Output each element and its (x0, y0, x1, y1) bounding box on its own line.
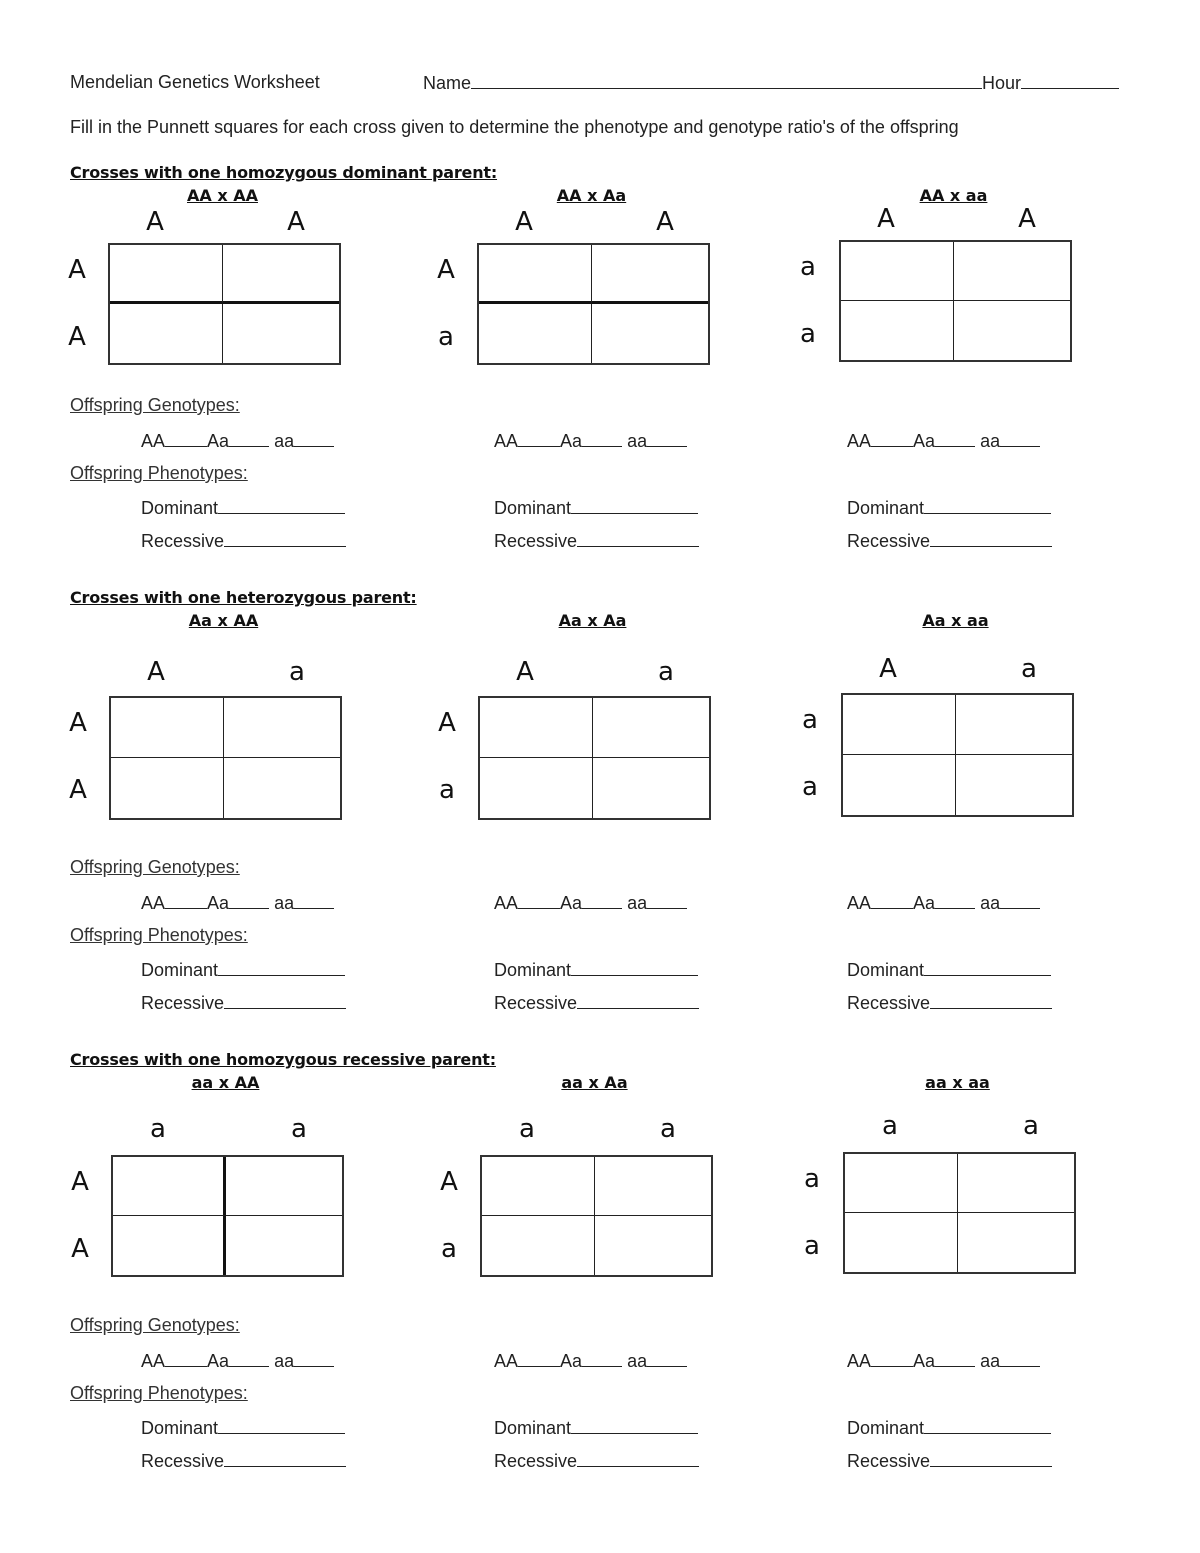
genotypes-heading: Offspring Genotypes: (70, 395, 240, 415)
genotype-AA-blank[interactable] (871, 892, 913, 909)
genotype-AA-blank[interactable] (165, 892, 207, 909)
genotype-aa-label: aa (627, 1351, 648, 1371)
genotype-Aa-label: Aa (207, 893, 230, 913)
recessive-row (494, 1450, 699, 1471)
genotype-AA-blank[interactable] (165, 430, 207, 447)
punnett-square (843, 1152, 1076, 1274)
punnett-cell[interactable] (113, 1157, 226, 1216)
cross-label: Aa x Aa (558, 611, 627, 630)
genotype-aa-blank[interactable] (1000, 1350, 1040, 1367)
side-allele: A (71, 1234, 89, 1264)
genotype-ratio-row (847, 430, 1040, 451)
genotype-Aa-label: Aa (913, 1351, 936, 1371)
recessive-row (847, 992, 1052, 1013)
punnett-cell[interactable] (958, 1213, 1074, 1272)
top-allele: A (287, 207, 305, 237)
genotype-AA-blank[interactable] (518, 892, 560, 909)
punnett-cell[interactable] (954, 242, 1070, 301)
genotypes-heading: Offspring Genotypes: (70, 857, 240, 877)
top-allele: A (877, 204, 895, 234)
punnett-square (478, 696, 711, 820)
phenotypes-heading: Offspring Phenotypes: (70, 463, 248, 483)
side-allele: A (69, 708, 87, 738)
side-allele: a (802, 705, 818, 735)
hour-label: Hour (982, 73, 1022, 93)
genotype-aa-label: aa (274, 431, 295, 451)
recessive-blank[interactable] (930, 1450, 1052, 1467)
dominant-row (847, 959, 1051, 980)
recessive-label: Recessive (494, 993, 578, 1013)
dominant-blank[interactable] (571, 959, 698, 976)
side-allele: A (440, 1167, 458, 1197)
genotype-Aa-label: Aa (207, 1351, 230, 1371)
recessive-blank[interactable] (224, 1450, 346, 1467)
genotype-ratio-row (141, 430, 334, 451)
recessive-row (141, 530, 346, 551)
top-allele: a (291, 1114, 307, 1144)
punnett-square (109, 696, 342, 820)
phenotypes-heading: Offspring Phenotypes: (70, 1383, 248, 1403)
genotype-aa-label: aa (274, 1351, 295, 1371)
cross-label: aa x AA (191, 1073, 260, 1092)
top-allele: A (515, 207, 533, 237)
punnett-square (108, 243, 341, 365)
dominant-row (494, 1417, 698, 1438)
dominant-label: Dominant (141, 1418, 219, 1438)
side-allele: A (437, 255, 455, 285)
worksheet-title: Mendelian Genetics Worksheet (70, 72, 320, 92)
side-allele: a (804, 1164, 820, 1194)
punnett-cell[interactable] (226, 1216, 342, 1275)
recessive-label: Recessive (847, 1451, 931, 1471)
side-allele: a (802, 772, 818, 802)
recessive-row (494, 992, 699, 1013)
genotype-ratio-row (494, 430, 687, 451)
punnett-cell[interactable] (958, 1154, 1074, 1213)
top-allele: A (1018, 204, 1036, 234)
recessive-row (847, 530, 1052, 551)
punnett-cell[interactable] (110, 304, 223, 363)
genotype-AA-label: AA (847, 893, 872, 913)
top-allele: a (658, 657, 674, 687)
side-allele: a (439, 775, 455, 805)
dominant-label: Dominant (494, 1418, 572, 1438)
recessive-blank[interactable] (930, 530, 1052, 547)
genotype-AA-label: AA (141, 431, 166, 451)
recessive-row (141, 992, 346, 1013)
dominant-label: Dominant (847, 1418, 925, 1438)
genotype-Aa-blank[interactable] (229, 1350, 269, 1367)
dominant-row (847, 1417, 1051, 1438)
punnett-cell[interactable] (592, 304, 708, 363)
section-title: Crosses with one heterozygous parent: (70, 588, 417, 607)
genotype-aa-blank[interactable] (294, 430, 334, 447)
genotype-AA-label: AA (847, 431, 872, 451)
punnett-square (111, 1155, 344, 1277)
top-allele: A (147, 657, 165, 687)
dominant-blank[interactable] (924, 1417, 1051, 1434)
side-allele: A (69, 775, 87, 805)
genotype-Aa-blank[interactable] (229, 892, 269, 909)
genotype-ratio-row (494, 1350, 687, 1371)
punnett-square (480, 1155, 713, 1277)
punnett-cell[interactable] (841, 301, 954, 360)
genotype-Aa-label: Aa (560, 431, 583, 451)
top-allele: A (516, 657, 534, 687)
top-allele: A (879, 654, 897, 684)
dominant-row (494, 959, 698, 980)
dominant-label: Dominant (494, 498, 572, 518)
side-allele: A (68, 322, 86, 352)
top-allele: a (519, 1114, 535, 1144)
genotype-ratio-row (847, 892, 1040, 913)
punnett-cell[interactable] (956, 755, 1072, 815)
top-allele: a (1021, 654, 1037, 684)
genotype-Aa-blank[interactable] (582, 1350, 622, 1367)
punnett-cell[interactable] (845, 1154, 958, 1213)
dominant-blank[interactable] (571, 1417, 698, 1434)
punnett-cell[interactable] (482, 1157, 595, 1216)
punnett-cell[interactable] (845, 1213, 958, 1272)
genotype-AA-label: AA (847, 1351, 872, 1371)
punnett-square (839, 240, 1072, 362)
side-allele: a (804, 1231, 820, 1261)
recessive-blank[interactable] (577, 992, 699, 1009)
punnett-cell[interactable] (111, 758, 224, 818)
punnett-cell[interactable] (482, 1216, 595, 1275)
recessive-blank[interactable] (224, 530, 346, 547)
punnett-cell[interactable] (224, 698, 340, 758)
recessive-row (141, 1450, 346, 1471)
genotype-Aa-label: Aa (913, 431, 936, 451)
genotype-aa-blank[interactable] (647, 430, 687, 447)
genotype-aa-blank[interactable] (647, 892, 687, 909)
punnett-cell[interactable] (954, 301, 1070, 360)
side-allele: a (800, 252, 816, 282)
genotype-AA-blank[interactable] (165, 1350, 207, 1367)
punnett-cell[interactable] (595, 1216, 711, 1275)
genotype-Aa-label: Aa (207, 431, 230, 451)
punnett-cell[interactable] (843, 755, 956, 815)
genotype-AA-label: AA (494, 893, 519, 913)
top-allele: a (1023, 1111, 1039, 1141)
punnett-square (841, 693, 1074, 817)
recessive-label: Recessive (141, 1451, 225, 1471)
genotype-aa-label: aa (980, 1351, 1001, 1371)
punnett-cell[interactable] (111, 698, 224, 758)
dominant-label: Dominant (141, 960, 219, 980)
name-input-line[interactable] (471, 72, 982, 89)
dominant-label: Dominant (141, 498, 219, 518)
genotype-aa-label: aa (627, 893, 648, 913)
genotype-ratio-row (141, 1350, 334, 1371)
cross-label: aa x Aa (561, 1073, 628, 1092)
genotype-aa-blank[interactable] (294, 892, 334, 909)
dominant-label: Dominant (847, 960, 925, 980)
genotype-ratio-row (141, 892, 334, 913)
genotype-aa-label: aa (627, 431, 648, 451)
recessive-label: Recessive (847, 993, 931, 1013)
genotype-AA-label: AA (141, 893, 166, 913)
recessive-label: Recessive (494, 531, 578, 551)
section-title: Crosses with one homozygous dominant parent: (70, 163, 498, 182)
genotype-AA-blank[interactable] (871, 1350, 913, 1367)
genotypes-heading: Offspring Genotypes: (70, 1315, 240, 1335)
recessive-label: Recessive (141, 993, 225, 1013)
top-allele: a (660, 1114, 676, 1144)
cross-label: Aa x AA (188, 611, 259, 630)
punnett-cell[interactable] (956, 695, 1072, 755)
punnett-cell[interactable] (226, 1157, 342, 1216)
punnett-cell[interactable] (841, 242, 954, 301)
genotype-Aa-blank[interactable] (582, 892, 622, 909)
side-allele: A (438, 708, 456, 738)
punnett-square (477, 243, 710, 365)
punnett-cell[interactable] (592, 245, 708, 304)
genotype-ratio-row (494, 892, 687, 913)
cross-label: aa x aa (925, 1073, 990, 1092)
punnett-cell[interactable] (593, 758, 709, 818)
phenotypes-heading: Offspring Phenotypes: (70, 925, 248, 945)
dominant-row (141, 497, 345, 518)
punnett-cell[interactable] (113, 1216, 226, 1275)
side-allele: a (441, 1234, 457, 1264)
genotype-Aa-label: Aa (560, 893, 583, 913)
genotype-Aa-blank[interactable] (935, 892, 975, 909)
genotype-AA-label: AA (141, 1351, 166, 1371)
genotype-Aa-blank[interactable] (229, 430, 269, 447)
cross-label: AA x Aa (556, 186, 627, 205)
genotype-aa-label: aa (274, 893, 295, 913)
recessive-blank[interactable] (577, 530, 699, 547)
genotype-aa-blank[interactable] (294, 1350, 334, 1367)
recessive-blank[interactable] (930, 992, 1052, 1009)
punnett-cell[interactable] (593, 698, 709, 758)
dominant-blank[interactable] (218, 497, 345, 514)
section-title: Crosses with one homozygous recessive parent: (70, 1050, 496, 1069)
punnett-cell[interactable] (479, 304, 592, 363)
punnett-cell[interactable] (595, 1157, 711, 1216)
genotype-AA-label: AA (494, 1351, 519, 1371)
top-allele: A (146, 207, 164, 237)
genotype-Aa-label: Aa (560, 1351, 583, 1371)
recessive-row (494, 530, 699, 551)
recessive-label: Recessive (494, 1451, 578, 1471)
cross-label: Aa x aa (922, 611, 989, 630)
punnett-cell[interactable] (480, 698, 593, 758)
dominant-row (141, 959, 345, 980)
dominant-label: Dominant (494, 960, 572, 980)
genotype-ratio-row (847, 1350, 1040, 1371)
recessive-blank[interactable] (224, 992, 346, 1009)
recessive-row (847, 1450, 1052, 1471)
genotype-Aa-blank[interactable] (935, 1350, 975, 1367)
recessive-blank[interactable] (577, 1450, 699, 1467)
genotype-Aa-label: Aa (913, 893, 936, 913)
name-label: Name (423, 73, 472, 93)
genotype-Aa-blank[interactable] (935, 430, 975, 447)
side-allele: A (68, 255, 86, 285)
instructions: Fill in the Punnett squares for each cross given to determine the phenotype and genotype ratio's of the offspring (70, 117, 959, 137)
hour-input-line[interactable] (1021, 72, 1119, 89)
punnett-cell[interactable] (223, 245, 339, 304)
punnett-cell[interactable] (110, 245, 223, 304)
recessive-label: Recessive (847, 531, 931, 551)
name-field (423, 72, 1119, 93)
punnett-cell[interactable] (224, 758, 340, 818)
cross-label: AA x aa (919, 186, 988, 205)
cross-label: AA x AA (187, 186, 258, 205)
dominant-blank[interactable] (924, 959, 1051, 976)
side-allele: a (800, 319, 816, 349)
punnett-cell[interactable] (223, 304, 339, 363)
genotype-aa-label: aa (980, 893, 1001, 913)
genotype-AA-blank[interactable] (518, 1350, 560, 1367)
dominant-blank[interactable] (924, 497, 1051, 514)
punnett-cell[interactable] (843, 695, 956, 755)
side-allele: a (438, 322, 454, 352)
dominant-label: Dominant (847, 498, 925, 518)
genotype-AA-label: AA (494, 431, 519, 451)
dominant-row (494, 497, 698, 518)
dominant-blank[interactable] (218, 1417, 345, 1434)
top-allele: A (656, 207, 674, 237)
punnett-cell[interactable] (480, 758, 593, 818)
genotype-aa-blank[interactable] (1000, 892, 1040, 909)
genotype-aa-blank[interactable] (1000, 430, 1040, 447)
top-allele: a (882, 1111, 898, 1141)
dominant-blank[interactable] (571, 497, 698, 514)
dominant-row (847, 497, 1051, 518)
dominant-blank[interactable] (218, 959, 345, 976)
top-allele: a (150, 1114, 166, 1144)
genotype-aa-blank[interactable] (647, 1350, 687, 1367)
genotype-Aa-blank[interactable] (582, 430, 622, 447)
recessive-label: Recessive (141, 531, 225, 551)
genotype-AA-blank[interactable] (871, 430, 913, 447)
dominant-row (141, 1417, 345, 1438)
punnett-cell[interactable] (479, 245, 592, 304)
top-allele: a (289, 657, 305, 687)
side-allele: A (71, 1167, 89, 1197)
genotype-AA-blank[interactable] (518, 430, 560, 447)
genotype-aa-label: aa (980, 431, 1001, 451)
